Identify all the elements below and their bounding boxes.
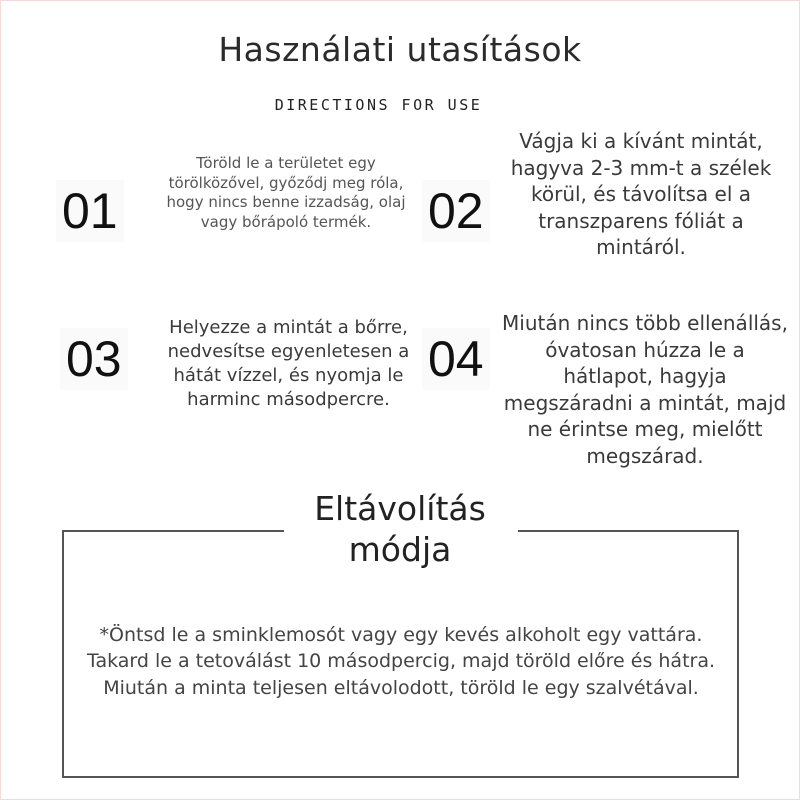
step-number-04: 04 xyxy=(422,328,490,390)
page-title: Használati utasítások xyxy=(218,30,582,69)
step-text-02: Vágja ki a kívánt mintát, hagyva 2-3 mm-t a szélek körül, és távolítsa el a transzparens fóliát a mintáról. xyxy=(510,129,772,260)
step-number-01: 01 xyxy=(56,180,124,242)
removal-text: *Öntsd le a sminklemosót vagy egy kevés alkoholt egy vattára. Takard le a tetoválást 10 másodpercig, majd töröld előre és hátra. Miután a minta teljesen eltávolodott, töröld le egy szalvétával. xyxy=(86,624,716,699)
page-subtitle: DIRECTIONS FOR USE xyxy=(274,96,483,114)
removal-box-top-left-border xyxy=(62,530,284,532)
step-text-01: Töröld le a területet egy törölközővel, győződj meg róla, hogy nincs benne izzadság, olaj vagy bőrápoló termék. xyxy=(166,154,406,231)
removal-box-top-right-border xyxy=(518,530,737,532)
step-number-03: 03 xyxy=(60,328,128,390)
step-text-04: Miután nincs több ellenállás, óvatosan húzza le a hátlapot, hagyja megszáradni a mintát, majd ne érintse meg, mielőtt megszárad. xyxy=(502,311,788,468)
step-text-03: Helyezze a mintát a bőrre, nedvesítse egyenletesen a hátát vízzel, és nyomja le harminc másodpercre. xyxy=(167,317,410,410)
removal-heading: Eltávolítás módja xyxy=(290,488,510,571)
step-number-02: 02 xyxy=(422,180,490,242)
